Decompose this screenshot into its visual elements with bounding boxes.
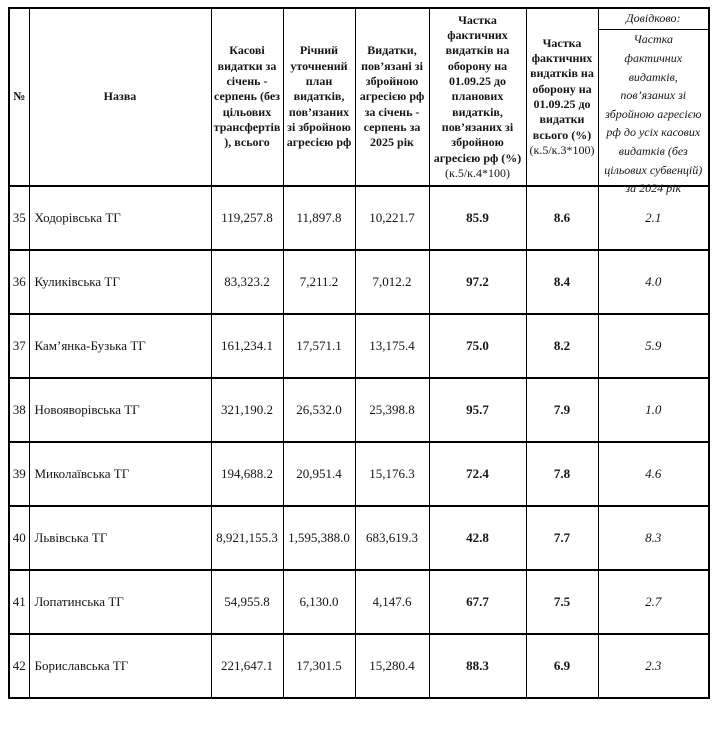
cash-expenses-value: 83,323.2	[211, 250, 283, 314]
row-number: 35	[9, 186, 29, 250]
reference-share-value: 4.0	[598, 250, 709, 314]
share-of-plan-value: 88.3	[429, 634, 526, 698]
table-header-row	[9, 8, 709, 186]
table-row	[9, 250, 709, 314]
hromada-name: Миколаївська ТГ	[29, 442, 211, 506]
row-number: 39	[9, 442, 29, 506]
share-of-total-value: 8.4	[526, 250, 598, 314]
annual-plan-value: 6,130.0	[283, 570, 355, 634]
reference-title: Частка фактичних видатків, пов’язаних зі збройною агресією рф до усіх касових видатків (без цільових субвенцій) за 2024 рік	[604, 32, 703, 196]
row-number: 36	[9, 250, 29, 314]
share-of-plan-value: 42.8	[429, 506, 526, 570]
war-expenses-value: 15,280.4	[355, 634, 429, 698]
reference-share-value: 1.0	[598, 378, 709, 442]
reference-share-value: 2.7	[598, 570, 709, 634]
war-expenses-value: 683,619.3	[355, 506, 429, 570]
hromada-name: Куликівська ТГ	[29, 250, 211, 314]
annual-plan-value: 11,897.8	[283, 186, 355, 250]
war-expenses-value: 25,398.8	[355, 378, 429, 442]
cash-expenses-value: 8,921,155.3	[211, 506, 283, 570]
hromada-name: Ходорівська ТГ	[29, 186, 211, 250]
share-of-total-value: 8.6	[526, 186, 598, 250]
col-header-num: №	[9, 8, 29, 186]
annual-plan-value: 1,595,388.0	[283, 506, 355, 570]
cash-expenses-value: 161,234.1	[211, 314, 283, 378]
reference-share-value: 5.9	[598, 314, 709, 378]
table-row	[9, 506, 709, 570]
share-of-plan-value: 67.7	[429, 570, 526, 634]
col-header-war-expenses: Видатки, пов’язані зі збройною агресією рф за січень - серпень за 2025 рік	[355, 8, 429, 186]
share-of-total-title: Частка фактичних видатків на оборону на 01.09.25 до видатки всього (%)	[530, 35, 594, 142]
share-of-plan-value: 95.7	[429, 378, 526, 442]
row-number: 41	[9, 570, 29, 634]
share-of-total-formula: (к.5/к.3*100)	[529, 143, 595, 158]
annual-plan-value: 17,301.5	[283, 634, 355, 698]
row-number: 40	[9, 506, 29, 570]
war-expenses-value: 10,221.7	[355, 186, 429, 250]
col-header-reference	[598, 8, 709, 196]
col-header-annual-plan: Річний уточнений план видатків, пов’язаних зі збройною агресією рф	[283, 8, 355, 186]
row-number: 37	[9, 314, 29, 378]
share-of-total-value: 7.5	[526, 570, 598, 634]
hromada-name: Лопатинська ТГ	[29, 570, 211, 634]
table-row	[9, 314, 709, 378]
cash-expenses-value: 119,257.8	[211, 186, 283, 250]
expenditures-table	[8, 7, 710, 699]
share-of-plan-value: 85.9	[429, 186, 526, 250]
war-expenses-value: 7,012.2	[355, 250, 429, 314]
col-header-cash-expenses: Касові видатки за січень - серпень (без цільових трансфертів), всього	[211, 8, 283, 186]
share-of-total-value: 7.7	[526, 506, 598, 570]
table-row	[9, 378, 709, 442]
share-of-total-value: 7.9	[526, 378, 598, 442]
hromada-name: Бориславська ТГ	[29, 634, 211, 698]
annual-plan-value: 17,571.1	[283, 314, 355, 378]
reference-share-value: 8.3	[598, 506, 709, 570]
reference-share-value: 2.3	[598, 634, 709, 698]
table-row	[9, 634, 709, 698]
cash-expenses-value: 54,955.8	[211, 570, 283, 634]
cash-expenses-value: 321,190.2	[211, 378, 283, 442]
reference-label: Довідково:	[599, 9, 709, 30]
reference-share-value: 2.1	[598, 186, 709, 250]
share-of-total-value: 8.2	[526, 314, 598, 378]
share-of-plan-formula: (к.5/к.4*100)	[445, 166, 510, 181]
hromada-name: Кам’янка-Бузька ТГ	[29, 314, 211, 378]
col-header-share-of-total	[526, 8, 598, 186]
hromada-name: Львівська ТГ	[29, 506, 211, 570]
col-header-share-of-plan	[429, 8, 526, 186]
share-of-total-value: 6.9	[526, 634, 598, 698]
annual-plan-value: 20,951.4	[283, 442, 355, 506]
share-of-total-value: 7.8	[526, 442, 598, 506]
share-of-plan-value: 75.0	[429, 314, 526, 378]
cash-expenses-value: 194,688.2	[211, 442, 283, 506]
share-of-plan-value: 72.4	[429, 442, 526, 506]
share-of-plan-title: Частка фактичних видатків на оборону на 01.09.25 до планових видатків, пов’язаних зі збройною агресією рф (%)	[433, 12, 522, 165]
col-header-name: Назва	[29, 8, 211, 186]
annual-plan-value: 26,532.0	[283, 378, 355, 442]
war-expenses-value: 15,176.3	[355, 442, 429, 506]
reference-header-wrap	[599, 9, 709, 196]
war-expenses-value: 4,147.6	[355, 570, 429, 634]
reference-share-value: 4.6	[598, 442, 709, 506]
war-expenses-value: 13,175.4	[355, 314, 429, 378]
row-number: 38	[9, 378, 29, 442]
table-row	[9, 442, 709, 506]
hromada-name: Новояворівська ТГ	[29, 378, 211, 442]
table-row	[9, 570, 709, 634]
cash-expenses-value: 221,647.1	[211, 634, 283, 698]
share-of-plan-value: 97.2	[429, 250, 526, 314]
row-number: 42	[9, 634, 29, 698]
annual-plan-value: 7,211.2	[283, 250, 355, 314]
